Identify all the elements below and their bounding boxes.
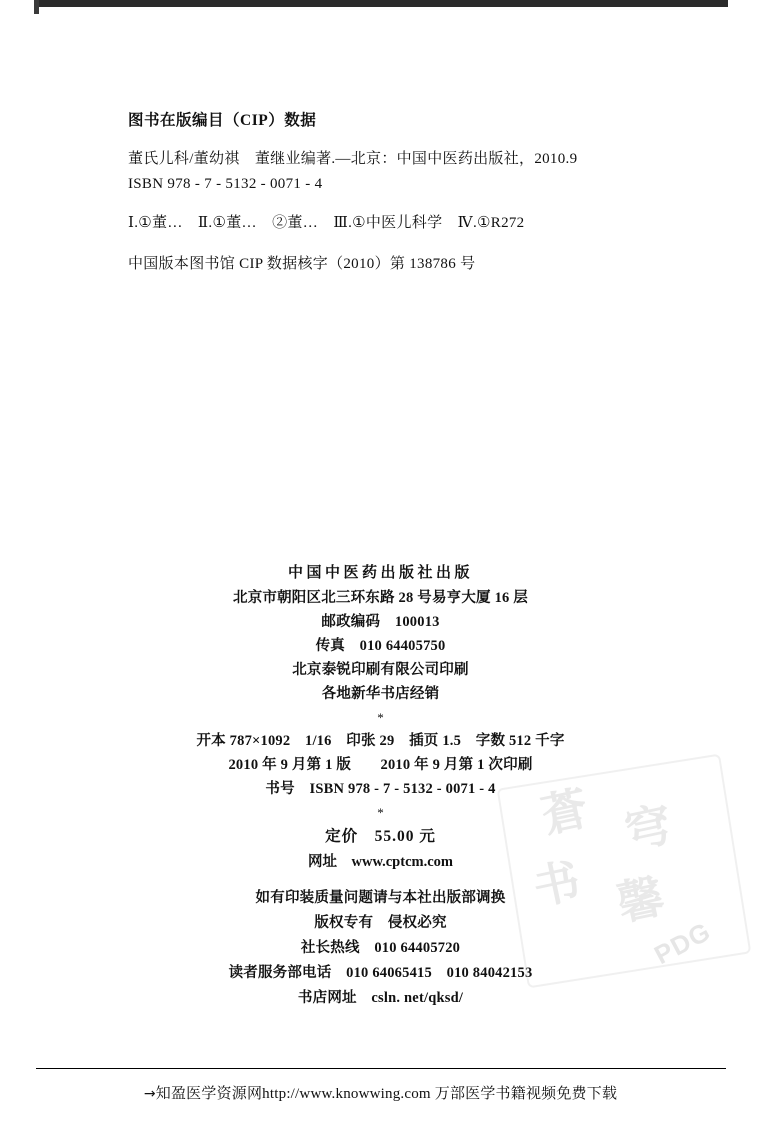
watermark-char-1: 蒼 bbox=[536, 782, 593, 843]
scan-edge-top bbox=[38, 0, 728, 7]
edition-info: 2010 年 9 月第 1 版 2010 年 9 月第 1 次印刷 bbox=[228, 757, 533, 773]
cip-title: 图书在版编目（CIP）数据 bbox=[128, 112, 317, 129]
book-number: 书号 ISBN 978 - 7 - 5132 - 0071 - 4 bbox=[265, 781, 496, 797]
cip-block bbox=[128, 108, 688, 277]
price: 定价 55.00 元 bbox=[325, 828, 436, 845]
reader-service-phone: 读者服务部电话 010 64065415 010 84042153 bbox=[228, 965, 533, 981]
book-specs: 开本 787×1092 1/16 印张 29 插页 1.5 字数 512 千字 bbox=[196, 733, 565, 749]
footer-divider bbox=[36, 1068, 726, 1069]
colophon-block bbox=[0, 560, 761, 1011]
watermark-char-4: 馨 bbox=[612, 870, 669, 931]
director-hotline: 社长热线 010 64405720 bbox=[300, 940, 461, 956]
watermark-char-2: 穹 bbox=[620, 798, 677, 859]
footer-banner bbox=[0, 1082, 761, 1103]
publisher-address: 北京市朝阳区北三环东路 28 号易亨大厦 16 层 bbox=[233, 590, 528, 606]
arrow-icon: → bbox=[143, 1086, 156, 1102]
cip-line-registry: 中国版本图书馆 CIP 数据核字（2010）第 138786 号 bbox=[128, 256, 476, 272]
copyright-notice: 版权专有 侵权必究 bbox=[314, 915, 447, 931]
printing-company: 北京泰锐印刷有限公司印刷 bbox=[292, 662, 469, 678]
separator-star-bottom: * bbox=[377, 805, 384, 820]
postal-code: 邮政编码 100013 bbox=[321, 614, 440, 630]
bookstore-website: 书店网址 csln. net/qksd/ bbox=[297, 990, 464, 1006]
publisher-name: 中国中医药出版社出版 bbox=[287, 565, 473, 581]
distributor: 各地新华书店经销 bbox=[321, 686, 440, 702]
cip-line-isbn: ISBN 978 - 7 - 5132 - 0071 - 4 bbox=[128, 176, 323, 192]
watermark-char-3: 书 bbox=[528, 854, 585, 915]
fax-number: 传真 010 64405750 bbox=[315, 638, 446, 654]
quality-notice: 如有印装质量问题请与本社出版部调换 bbox=[255, 890, 506, 906]
notice-block bbox=[0, 886, 761, 1011]
separator-star-top: * bbox=[377, 710, 384, 725]
watermark-pdg-label: PDG bbox=[649, 915, 716, 971]
website: 网址 www.cptcm.com bbox=[308, 854, 453, 870]
scan-edge-left bbox=[34, 0, 39, 14]
footer-text: 知盈医学资源网http://www.knowwing.com 万部医学书籍视频免费下载 bbox=[155, 1086, 618, 1102]
cip-line-author: 董氏儿科/董幼祺 董继业编著.—北京：中国中医药出版社，2010.9 bbox=[128, 151, 578, 167]
cip-line-classification: Ⅰ.①董… Ⅱ.①董… ②董… Ⅲ.①中医儿科学 Ⅳ.①R272 bbox=[128, 215, 525, 231]
